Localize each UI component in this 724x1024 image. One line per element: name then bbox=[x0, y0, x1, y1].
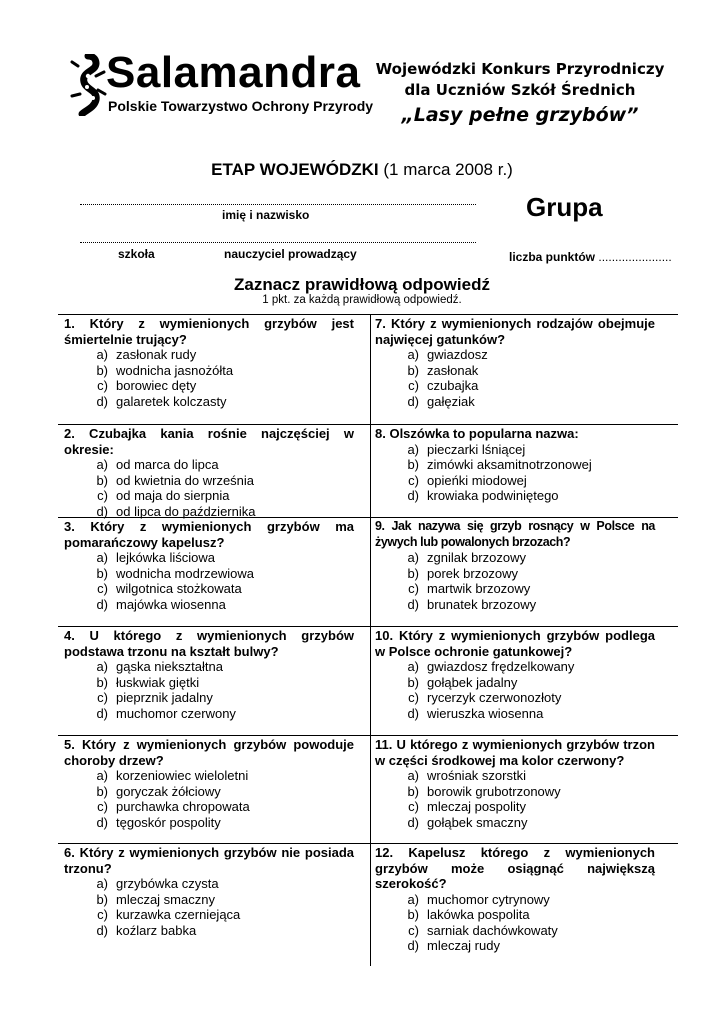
stage-heading bbox=[0, 160, 724, 180]
answer-option[interactable] bbox=[86, 768, 354, 784]
answer-option[interactable] bbox=[397, 363, 655, 379]
contest-line1: Wojewódzki Konkurs Przyrodniczy bbox=[375, 60, 665, 78]
question-block bbox=[64, 737, 354, 830]
question-text: 10. Który z wymienionych grzybów podlega w Polsce ochronie gatunkowej? bbox=[375, 628, 655, 659]
option-letter: d) bbox=[96, 814, 108, 830]
answer-options bbox=[375, 347, 655, 409]
answer-option[interactable] bbox=[86, 815, 354, 831]
option-text: borowik grubotrzonowy bbox=[427, 783, 561, 799]
option-text: muchomor czerwony bbox=[116, 705, 236, 721]
answer-option[interactable] bbox=[397, 907, 655, 923]
question-block bbox=[64, 519, 354, 612]
option-text: wrośniak szorstki bbox=[427, 768, 526, 783]
group-label: Grupa bbox=[526, 192, 603, 222]
answer-option[interactable] bbox=[86, 566, 354, 582]
option-text: goryczak żółciowy bbox=[116, 783, 221, 799]
option-letter: a) bbox=[96, 659, 108, 674]
option-letter: c) bbox=[408, 799, 419, 814]
option-letter: d) bbox=[407, 938, 419, 953]
answer-option[interactable] bbox=[397, 690, 655, 706]
option-text: gwiazdosz frędzelkowany bbox=[427, 659, 575, 674]
name-label: imię i nazwisko bbox=[222, 208, 310, 222]
option-text: galaretek kolczasty bbox=[116, 393, 227, 409]
question-text: 11. U którego z wymienionych grzybów trzon w części środkowej ma kolor czerwony? bbox=[375, 737, 655, 768]
option-text: krowiaka podwiniętego bbox=[427, 488, 559, 503]
option-text: zimówki aksamitnotrzonowej bbox=[427, 457, 592, 472]
answer-option[interactable] bbox=[86, 550, 354, 566]
answer-option[interactable] bbox=[397, 488, 655, 504]
option-letter: d) bbox=[96, 503, 108, 519]
answer-option[interactable] bbox=[397, 923, 655, 939]
option-letter: c) bbox=[408, 690, 419, 705]
answer-option[interactable] bbox=[86, 923, 354, 939]
option-text: kurzawka czerniejąca bbox=[116, 907, 241, 922]
question-text: 12. Kapelusz którego z wymienionych grzybów może osiągnąć największą szerokość? bbox=[375, 845, 655, 891]
option-text: mleczaj pospolity bbox=[427, 799, 526, 814]
contest-line2: dla Uczniów Szkół Średnich bbox=[404, 81, 636, 99]
option-letter: d) bbox=[407, 814, 419, 830]
option-text: brunatek brzozowy bbox=[427, 596, 537, 612]
option-letter: c) bbox=[408, 922, 419, 938]
answer-options bbox=[375, 892, 655, 954]
option-letter: b) bbox=[96, 783, 108, 799]
option-letter: a) bbox=[407, 891, 419, 907]
question-block bbox=[64, 426, 354, 519]
answer-option[interactable] bbox=[86, 378, 354, 394]
option-text: zgnilak brzozowy bbox=[427, 550, 526, 565]
option-text: koźlarz babka bbox=[116, 922, 197, 938]
option-text: pieczarki lśniącej bbox=[427, 441, 526, 457]
question-text: 9. Jak nazywa się grzyb rosnący w Polsce na żywych lub powalonych brzozach? bbox=[375, 519, 655, 549]
option-text: zasłonak bbox=[427, 362, 479, 378]
instructions-title: Zaznacz prawidłową odpowiedź bbox=[234, 275, 490, 294]
answer-options bbox=[64, 457, 354, 519]
answer-option[interactable] bbox=[397, 675, 655, 691]
option-text: czubajka bbox=[427, 378, 479, 393]
school-teacher-field-line[interactable] bbox=[80, 242, 476, 243]
stage-title: ETAP WOJEWÓDZKI bbox=[211, 160, 379, 179]
question-text: 5. Który z wymienionych grzybów powoduje choroby drzew? bbox=[64, 737, 354, 768]
question-block bbox=[375, 737, 655, 830]
answer-option[interactable] bbox=[397, 378, 655, 394]
answer-option[interactable] bbox=[86, 457, 354, 473]
contest-title: „Lasy pełne grzybów” bbox=[401, 104, 639, 126]
option-text: mleczaj rudy bbox=[427, 938, 500, 953]
option-text: gałęziak bbox=[427, 393, 475, 409]
option-text: korzeniowiec wieloletni bbox=[116, 768, 249, 783]
answer-option[interactable] bbox=[86, 581, 354, 597]
answer-options bbox=[375, 659, 655, 721]
option-text: wodnicha modrzewiowa bbox=[116, 565, 255, 581]
option-letter: c) bbox=[408, 472, 419, 488]
question-text: 2. Czubajka kania rośnie najczęściej w okresie: bbox=[64, 426, 354, 457]
option-text: od marca do lipca bbox=[116, 457, 219, 472]
answer-option[interactable] bbox=[397, 550, 655, 566]
question-block bbox=[64, 316, 354, 409]
answer-option[interactable] bbox=[397, 938, 655, 954]
option-text: zasłonak rudy bbox=[116, 347, 197, 362]
question-block bbox=[375, 845, 655, 954]
answer-option[interactable] bbox=[397, 815, 655, 831]
option-text: porek brzozowy bbox=[427, 565, 519, 581]
teacher-label: nauczyciel prowadzący bbox=[224, 247, 357, 261]
option-letter: d) bbox=[96, 596, 108, 612]
option-text: gąska niekształtna bbox=[116, 659, 223, 674]
option-text: borowiec dęty bbox=[116, 378, 197, 393]
option-text: łuskwiak giętki bbox=[116, 674, 200, 690]
option-letter: b) bbox=[96, 891, 108, 907]
answer-option[interactable] bbox=[86, 659, 354, 675]
answer-option[interactable] bbox=[397, 566, 655, 582]
option-letter: b) bbox=[407, 457, 419, 472]
option-text: gołąbek smaczny bbox=[427, 814, 528, 830]
option-letter: c) bbox=[408, 378, 419, 393]
option-letter: d) bbox=[407, 596, 419, 612]
row-divider bbox=[58, 735, 678, 736]
option-letter: c) bbox=[408, 581, 419, 596]
answer-option[interactable] bbox=[86, 363, 354, 379]
option-letter: a) bbox=[96, 457, 108, 472]
option-text: lakówka pospolita bbox=[427, 907, 530, 922]
answer-option[interactable] bbox=[397, 799, 655, 815]
row-divider bbox=[58, 314, 678, 315]
answer-option[interactable] bbox=[86, 799, 354, 815]
answer-option[interactable] bbox=[397, 347, 655, 363]
question-text: 7. Który z wymienionych rodzajów obejmuje najwięcej gatunków? bbox=[375, 316, 655, 347]
question-text: 4. U którego z wymienionych grzybów podstawa trzonu na kształt bulwy? bbox=[64, 628, 354, 659]
option-letter: b) bbox=[96, 362, 108, 378]
row-divider bbox=[58, 626, 678, 627]
option-letter: a) bbox=[407, 441, 419, 457]
option-text: gwiazdosz bbox=[427, 347, 488, 362]
answer-options bbox=[64, 347, 354, 409]
name-field-line[interactable] bbox=[80, 204, 476, 205]
answer-option[interactable] bbox=[86, 706, 354, 722]
option-letter: d) bbox=[96, 922, 108, 938]
option-text: tęgoskór pospolity bbox=[116, 814, 221, 830]
option-letter: b) bbox=[96, 565, 108, 581]
question-text: 3. Który z wymienionych grzybów ma pomarańczowy kapelusz? bbox=[64, 519, 354, 550]
answer-option[interactable] bbox=[86, 690, 354, 706]
option-letter: b) bbox=[407, 674, 419, 690]
option-text: wodnicha jasnożółta bbox=[116, 362, 234, 378]
option-letter: a) bbox=[96, 768, 108, 783]
answer-option[interactable] bbox=[86, 488, 354, 504]
option-letter: c) bbox=[97, 690, 108, 705]
question-block bbox=[375, 628, 655, 721]
answer-option[interactable] bbox=[397, 457, 655, 473]
option-text: rycerzyk czerwonozłoty bbox=[427, 690, 562, 705]
instructions-subtitle: 1 pkt. za każdą prawidłową odpowiedź. bbox=[262, 294, 462, 306]
stage-date: (1 marca 2008 r.) bbox=[383, 160, 513, 179]
answer-option[interactable] bbox=[397, 473, 655, 489]
row-divider bbox=[58, 843, 678, 844]
answer-option[interactable] bbox=[397, 442, 655, 458]
option-text: mleczaj smaczny bbox=[116, 891, 215, 907]
points-field[interactable] bbox=[509, 250, 672, 264]
answer-option[interactable] bbox=[86, 876, 354, 892]
option-text: wieruszka wiosenna bbox=[427, 705, 544, 721]
answer-option[interactable] bbox=[397, 768, 655, 784]
option-text: lejkówka liściowa bbox=[116, 550, 215, 565]
option-letter: a) bbox=[407, 347, 419, 362]
answer-option[interactable] bbox=[397, 659, 655, 675]
answer-option[interactable] bbox=[86, 907, 354, 923]
salamander-icon bbox=[68, 54, 108, 116]
answer-option[interactable] bbox=[397, 394, 655, 410]
option-text: sarniak dachówkowaty bbox=[427, 922, 558, 938]
question-block bbox=[64, 845, 354, 938]
option-text: purchawka chropowata bbox=[116, 799, 250, 814]
answer-options bbox=[64, 768, 354, 830]
answer-option[interactable] bbox=[86, 473, 354, 489]
option-text: majówka wiosenna bbox=[116, 596, 226, 612]
option-text: muchomor cytrynowy bbox=[427, 891, 550, 907]
option-letter: a) bbox=[407, 550, 419, 565]
option-letter: c) bbox=[97, 799, 108, 814]
question-text: 1. Który z wymienionych grzybów jest śmiertelnie trujący? bbox=[64, 316, 354, 347]
option-letter: a) bbox=[96, 550, 108, 565]
salamandra-logo bbox=[68, 48, 374, 122]
question-text: 6. Który z wymienionych grzybów nie posiada trzonu? bbox=[64, 845, 354, 876]
option-letter: c) bbox=[97, 378, 108, 393]
option-letter: b) bbox=[407, 362, 419, 378]
option-letter: d) bbox=[407, 393, 419, 409]
answer-options bbox=[64, 550, 354, 612]
option-text: martwik brzozowy bbox=[427, 581, 531, 596]
answer-options bbox=[375, 442, 655, 504]
option-text: od maja do sierpnia bbox=[116, 488, 230, 503]
option-letter: b) bbox=[96, 472, 108, 488]
answer-option[interactable] bbox=[86, 347, 354, 363]
answer-options bbox=[64, 876, 354, 938]
option-letter: c) bbox=[97, 488, 108, 503]
answer-option[interactable] bbox=[397, 581, 655, 597]
option-letter: a) bbox=[96, 347, 108, 362]
answer-options bbox=[375, 550, 655, 612]
answer-option[interactable] bbox=[86, 597, 354, 613]
question-block bbox=[375, 519, 655, 612]
answer-option[interactable] bbox=[86, 504, 354, 520]
school-label: szkoła bbox=[118, 247, 155, 261]
points-dots: ...................... bbox=[598, 250, 672, 264]
option-letter: d) bbox=[96, 705, 108, 721]
option-text: gołąbek jadalny bbox=[427, 674, 518, 690]
question-block bbox=[375, 426, 655, 504]
row-divider bbox=[58, 424, 678, 425]
answer-option[interactable] bbox=[397, 784, 655, 800]
question-block bbox=[64, 628, 354, 721]
logo-wordmark: Salamandra bbox=[106, 48, 361, 97]
option-letter: a) bbox=[407, 659, 419, 674]
option-text: od kwietnia do września bbox=[116, 472, 255, 488]
points-label: liczba punktów bbox=[509, 250, 596, 264]
answer-option[interactable] bbox=[86, 394, 354, 410]
option-letter: b) bbox=[407, 783, 419, 799]
answer-option[interactable] bbox=[397, 892, 655, 908]
option-letter: d) bbox=[407, 705, 419, 721]
answer-option[interactable] bbox=[397, 597, 655, 613]
answer-option[interactable] bbox=[86, 892, 354, 908]
column-divider bbox=[370, 314, 371, 966]
option-letter: a) bbox=[96, 876, 108, 891]
option-text: wilgotnica stożkowata bbox=[116, 581, 242, 596]
answer-options bbox=[64, 659, 354, 721]
answer-option[interactable] bbox=[86, 675, 354, 691]
option-text: od lipca do października bbox=[116, 503, 256, 519]
question-text: 8. Olszówka to popularna nazwa: bbox=[375, 426, 579, 441]
option-letter: a) bbox=[407, 768, 419, 783]
option-text: opieńki miodowej bbox=[427, 472, 527, 488]
option-text: pieprznik jadalny bbox=[116, 690, 213, 705]
option-letter: c) bbox=[97, 907, 108, 922]
option-letter: c) bbox=[97, 581, 108, 596]
answer-options bbox=[375, 768, 655, 830]
answer-option[interactable] bbox=[86, 784, 354, 800]
option-letter: b) bbox=[96, 674, 108, 690]
option-letter: d) bbox=[96, 393, 108, 409]
option-letter: b) bbox=[407, 907, 419, 922]
option-letter: d) bbox=[407, 488, 419, 503]
question-block bbox=[375, 316, 655, 409]
option-text: grzybówka czysta bbox=[116, 876, 219, 891]
logo-subtitle: Polskie Towarzystwo Ochrony Przyrody bbox=[108, 98, 374, 114]
option-letter: b) bbox=[407, 565, 419, 581]
answer-option[interactable] bbox=[397, 706, 655, 722]
